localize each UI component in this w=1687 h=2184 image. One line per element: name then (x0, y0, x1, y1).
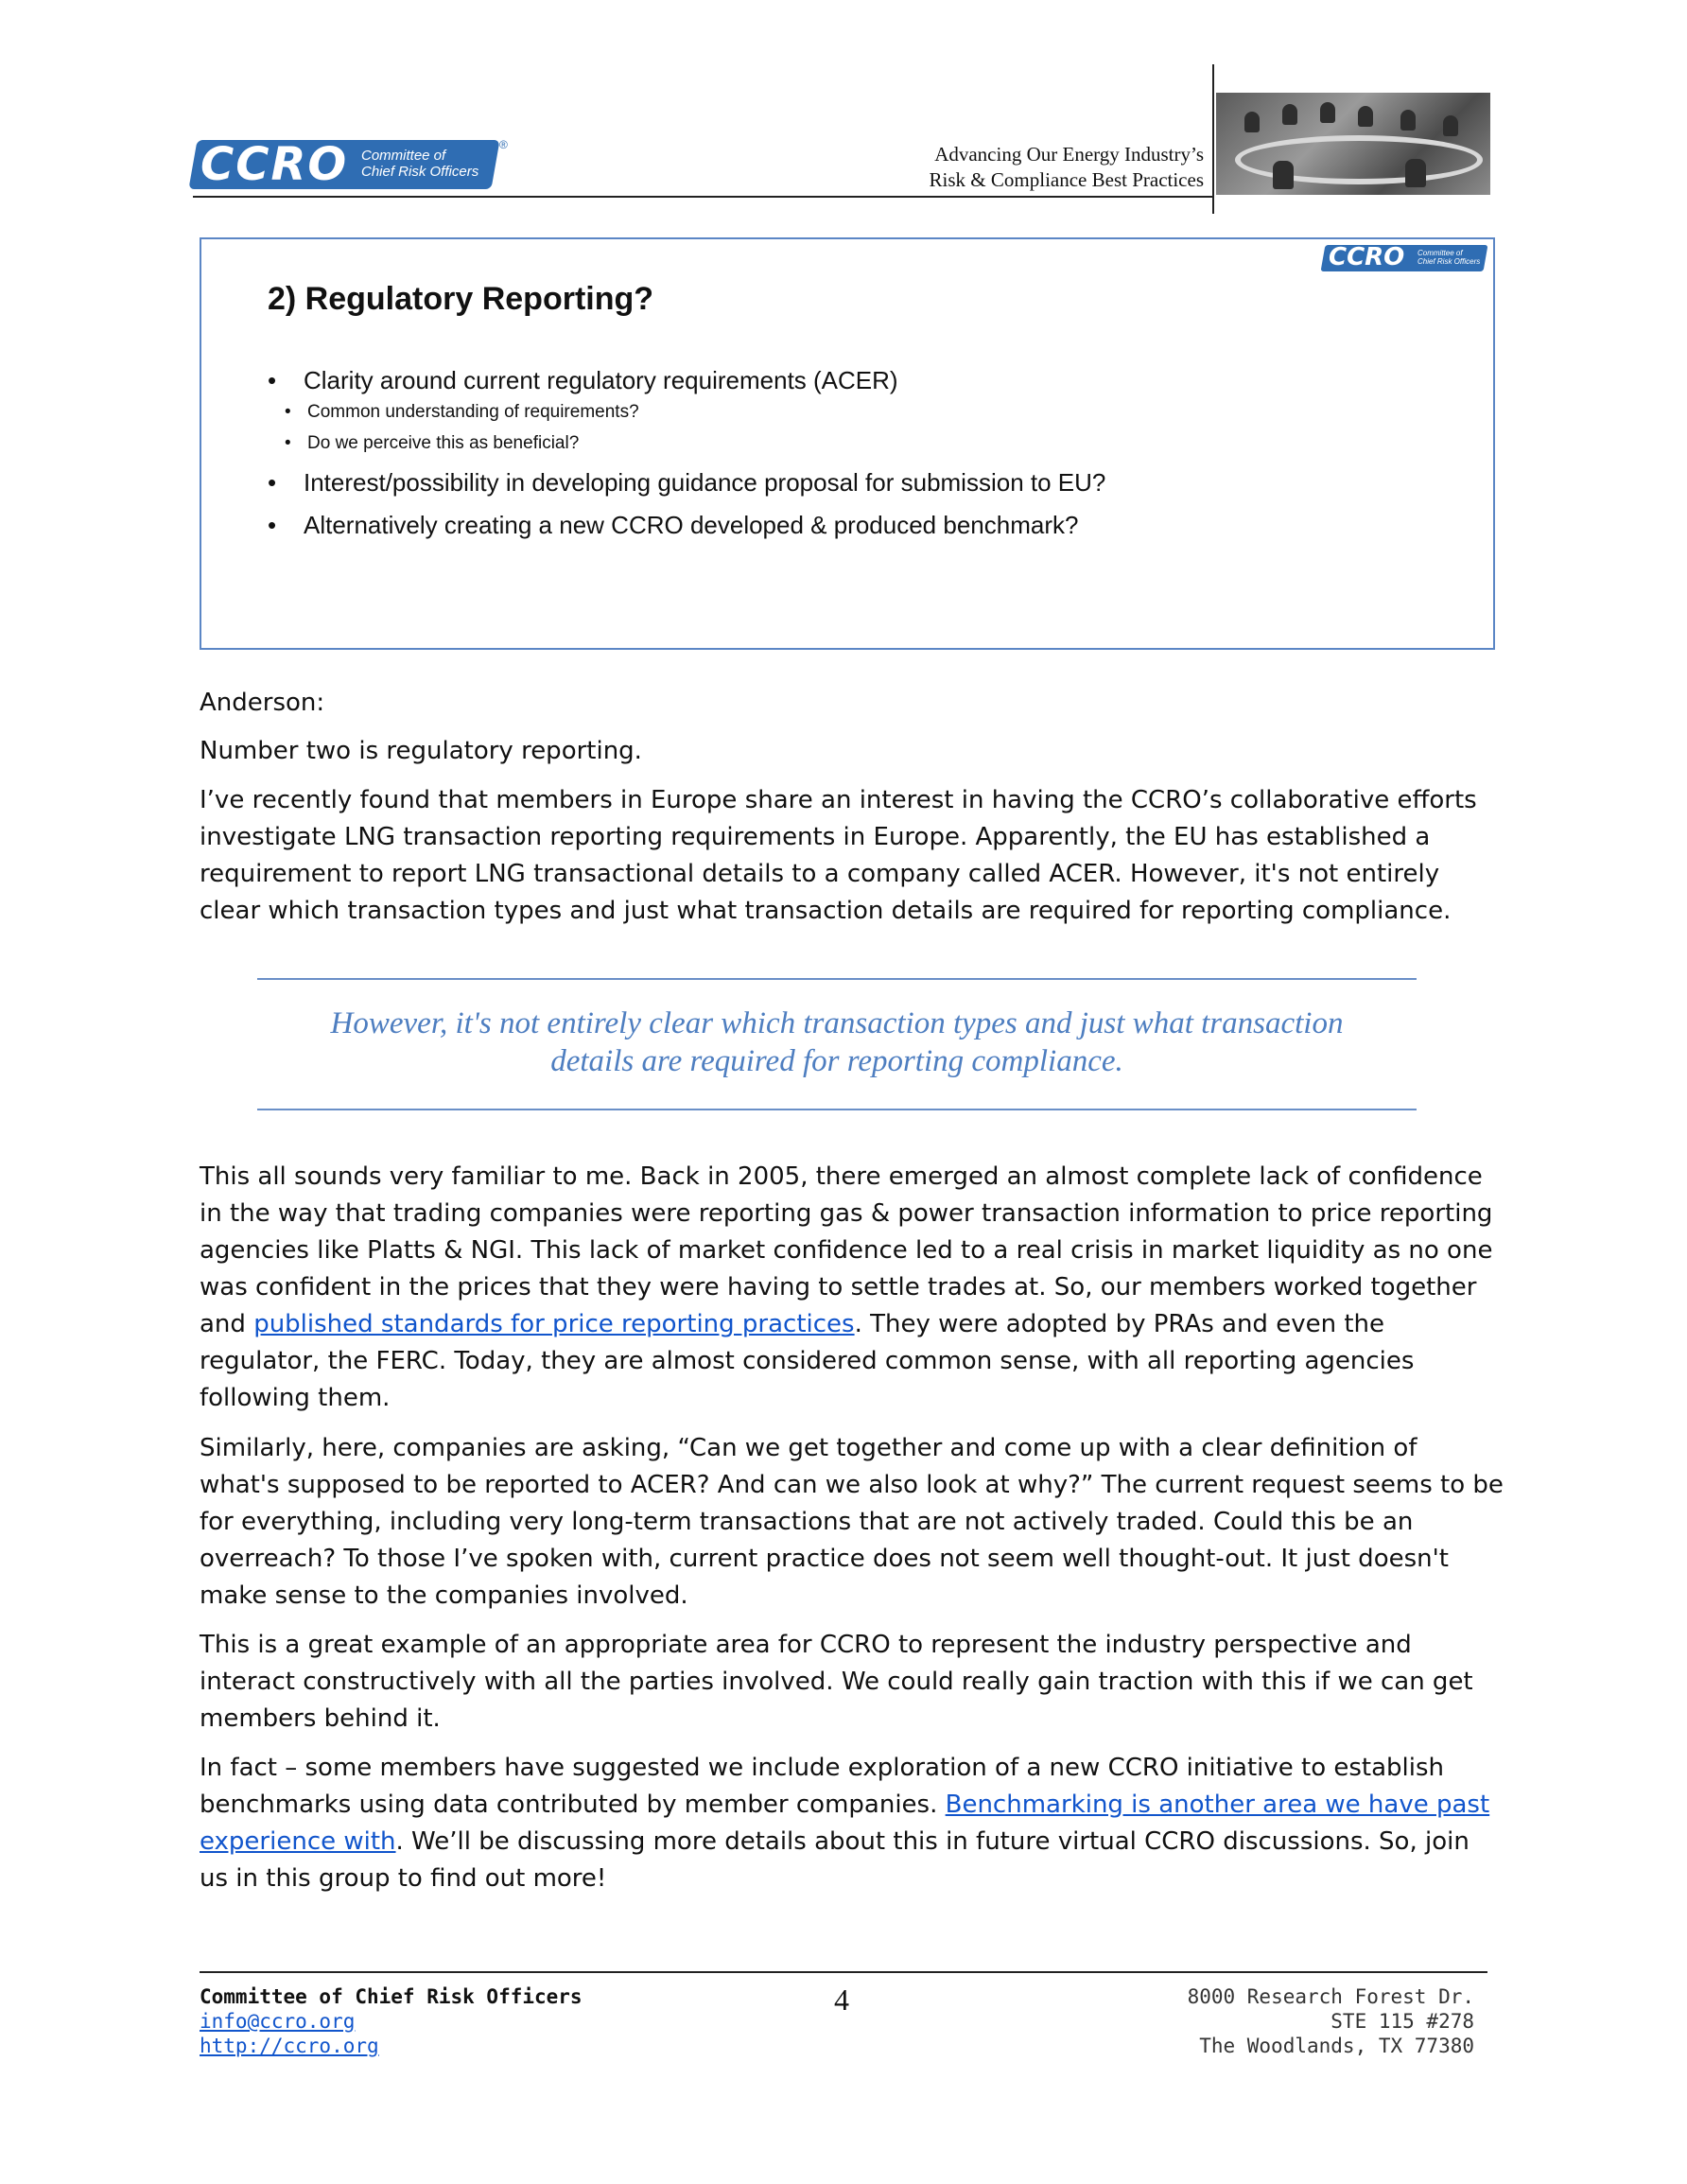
bullet-text: Do we perceive this as beneficial? (307, 433, 580, 453)
paragraph: This all sounds very familiar to me. Back in 2005, there emerged an almost complete lack of confidence in the way that trading companies were reporting gas & power transaction information to price reporting agencies like Platts & NGI. This lack of market confidence led to a real crisis in market liquidity as no one was confident in the prices that they were having to settle trades at. So, our members worked together and published standards for price reporting practices. They were adopted by PRAs and even the regulator, the FERC. Today, they are almost considered common sense, with all reporting agencies following them. (200, 1162, 1493, 1412)
slide-ccro-logo (1323, 245, 1486, 271)
logo-subtitle-line2: Chief Risk Officers (361, 164, 479, 180)
speaker-label: Anderson: (200, 689, 325, 717)
bullet-text: Clarity around current regulatory requirements (ACER) (304, 366, 898, 394)
address-line2: STE 115 #278 (1330, 2010, 1474, 2033)
paragraph: Number two is regulatory reporting. (200, 737, 642, 765)
paragraph: I’ve recently found that members in Europe share an interest in having the CCRO’s collaborative efforts investigate LNG transaction reporting requirements in Europe. Apparently, the EU has established a requirement to report LNG transactional details to a company called ACER. However, it's not entirely clear which transaction types and just what transaction details are required for reporting compliance. (200, 786, 1477, 925)
footer-address (1188, 1984, 1474, 2058)
logo-subtitle-line1: Committee of (361, 148, 446, 164)
pullquote-rule-top (257, 978, 1417, 980)
slide-title: 2) Regulatory Reporting? (268, 281, 654, 317)
address-line1: 8000 Research Forest Dr. (1187, 1985, 1474, 2008)
pullquote (257, 1005, 1417, 1080)
bullet-glyph: • (285, 433, 291, 453)
bullet-glyph: • (268, 511, 277, 539)
header-rule (193, 196, 1212, 198)
registered-mark: ® (499, 138, 508, 151)
bullet-text: Alternatively creating a new CCRO developed & produced benchmark? (304, 511, 1079, 539)
tagline-line1: Advancing Our Energy Industry’s (934, 143, 1204, 166)
meeting-photo (1216, 93, 1490, 195)
paragraph: In fact – some members have suggested we include exploration of a new CCRO initiative to establish benchmarks using data contributed by member companies. Benchmarking is another area we have past experience with. We’ll be discussing more details about this in future virtual CCRO discussions. So, join us in this group to find out more! (200, 1754, 1490, 1893)
bullet-glyph: • (268, 366, 277, 394)
logo-text: CCRO (200, 138, 349, 191)
footer-contact (200, 1984, 583, 2058)
slide-logo-text: CCRO (1329, 243, 1405, 271)
footer-email-link[interactable]: info@ccro.org (200, 2010, 356, 2033)
benchmarking-link[interactable]: Benchmarking is another area we have past experience with (200, 1791, 1490, 1856)
footer-org-name: Committee of Chief Risk Officers (200, 1985, 583, 2008)
slide-logo-subtitle-line1: Committee of (1417, 249, 1463, 257)
paragraph: Similarly, here, companies are asking, “Can we get together and come up with a clear definition of what's supposed to be reported to ACER? And can we also look at why?” The current request seems to be for everything, including very long-term transactions that are not actively traded. Could this be an overreach? To those I’ve spoken with, current practice does not seem well thought-out. It just doesn't make sense to the companies involved. (200, 1434, 1504, 1610)
page-number: 4 (834, 1983, 849, 2017)
header-divider-vertical (1212, 64, 1214, 214)
bullet-text: Interest/possibility in developing guidance proposal for submission to EU? (304, 468, 1106, 497)
pullquote-rule-bottom (257, 1109, 1417, 1110)
bullet-glyph: • (285, 402, 291, 422)
footer-website-link[interactable]: http://ccro.org (200, 2035, 379, 2057)
header-tagline (826, 142, 1204, 193)
tagline-line2: Risk & Compliance Best Practices (929, 168, 1204, 191)
bullet-text: Common understanding of requirements? (307, 402, 639, 422)
address-line3: The Woodlands, TX 77380 (1199, 2035, 1474, 2057)
paragraph: This is a great example of an appropriate area for CCRO to represent the industry perspective and interact constructively with all the parties involved. We could really gain traction with this if we can get members behind it. (200, 1631, 1473, 1733)
footer-rule (200, 1971, 1487, 1973)
pullquote-line1: However, it's not entirely clear which transaction types and just what transaction (330, 1006, 1344, 1040)
bullet-glyph: • (268, 468, 277, 497)
slide-image (200, 237, 1495, 650)
ccro-logo (193, 140, 509, 189)
pullquote-line2: details are required for reporting compliance. (550, 1044, 1123, 1078)
slide-logo-subtitle-line2: Chief Risk Officers (1417, 257, 1481, 266)
price-reporting-standards-link[interactable]: published standards for price reporting practices (253, 1310, 855, 1338)
